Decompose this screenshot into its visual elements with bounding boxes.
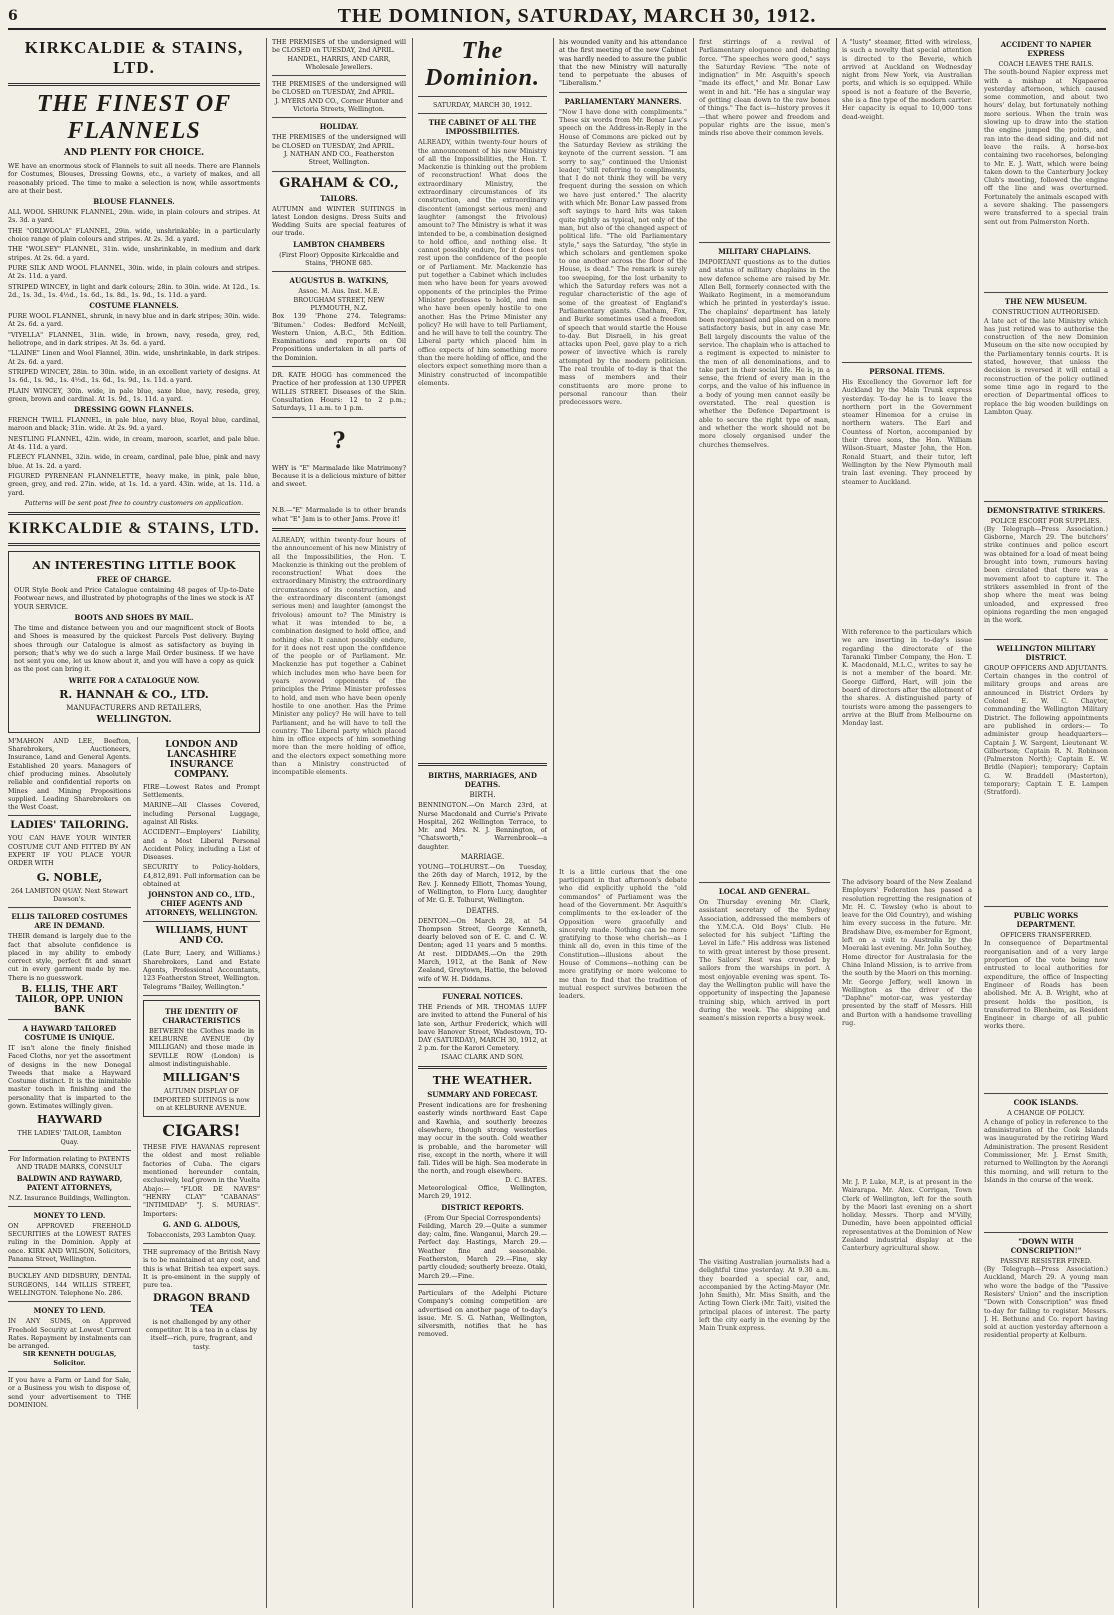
divider xyxy=(984,1232,1108,1233)
parliamentary-text: "Now I have done with compliments." These six words from Mr. Bonar Law's speech on the Address-in-Reply in the House of Commons are picked out by the Saturday Review as striking the keynote of the current session. "I am sorry to say," continued the Unionist leader, "still referring to compliments, that I do not think they will be very frequent during the session on which we have just entered." The alacrity with which Mr. Bonar Law passed from soft sayings to hard hits was taken quite rightly as typical, not only of the man, but also of the changed aspect of political life. "The old Parliamentary style," says the Saturday, "the style in which scholars and gentlemen spoke to one another across the floor of the House, is dead." The remark is surely too sweeping, for the lost urbanity to which the Saturday refers was not a regular characteristic of the age of some of the greatest of England's Parliamentary giants. Chatham, Fox, and Burke sometimes used a freedom of speech that would startle the House to-day. But Disraeli, in his great attacks upon Peel, gave play to a rich power of invective which is rarely attempted by the modern politician. The real trouble of to-day is that the mass of members and their constituents are more prone to personal rancour than their predecessors were. xyxy=(559,107,687,407)
cook-text: A change of policy in reference to the administration of the Cook Islands was inaugurated by the retiring Ward Administration. The present Resident Commissioner, Mr. J. Ernst Smith, returned to Wellington by the Aorangi this morning, and will return to the Islands in the course of the week. xyxy=(984,1117,1108,1184)
personal-text-2: With reference to the particulars which we are inserting in to-day's issue regarding the directorate of the Taranaki Timber Company, the Hon. T. K. Macdonald, M.L.C., writes to say he is not a member of the board. Mr. George Gifford, Hart, will join the board of directors after the allotment of the shares. A distinguished party of tourists were among the passengers to arrive at the Bluff from Melbourne on Monday last. xyxy=(842,628,972,728)
graham-text: AUTUMN and WINTER SUITINGS in latest London designs. Dress Suits and Wedding Suits are special features of our trade. xyxy=(272,204,406,238)
blouse-list xyxy=(8,208,260,299)
masthead-title: THE DOMINION, SATURDAY, MARCH 30, 1912. xyxy=(337,4,817,27)
hannah-advert xyxy=(8,551,260,733)
dressing-list xyxy=(8,416,260,497)
dragon-sub: is not challenged by any other competitor. It is a tea in a class by itself—rich, pure, fragrant, and tasty. xyxy=(145,1317,258,1351)
deaths-text: DENTON.—On March 28, at 54 Thompson Street, George Kenneth, dearly beloved son of E. C. and C. W. Denton; aged 11 years and 5 months. At rest. DIDDAMS.—On the 29th March, 1912, at the Bank of New Zealand, Greytown, Hattie, the beloved wife of W. H. Diddams. xyxy=(418,916,547,983)
list-item: FLEECY FLANNEL, 32in. wide, in cream, cardinal, pale blue, pink and navy blue. At 1s. 2d. a yard. xyxy=(8,453,260,470)
pwd-text: In consequence of Departmental reorganisation and of a very large proportion of the vote being now entrusted to local authorities for expenditure, the office of Inspecting Engineer of Roads has been abolished. Mr. A. B. Wright, who at present holds the position, is transferred to Blenheim, as Resident Engineer in charge of all public works there. xyxy=(984,939,1108,1031)
noble-name: G. NOBLE, xyxy=(36,870,103,884)
pwd-sub: OFFICERS TRANSFERRED. xyxy=(1000,931,1092,940)
kirkcaldie-plenty: AND PLENTY FOR CHOICE. xyxy=(63,148,205,158)
births-heading: BIRTHS, MARRIAGES, AND DEATHS. xyxy=(428,771,537,790)
divider xyxy=(8,1371,131,1372)
kirkcaldie-slogan: THE FINEST OF FLANNELS xyxy=(36,91,232,144)
column-parliamentary xyxy=(559,38,687,1610)
closed-notice-2-by: J. MYERS AND CO., Corner Hunter and Victoria Streets, Wellington. xyxy=(274,96,404,114)
divider xyxy=(842,362,972,363)
boots-heading: BOOTS AND SHOES BY MAIL. xyxy=(74,612,194,622)
watkins-sub: Assoc. M. Aus. Inst. M.E. xyxy=(298,287,380,296)
watkins-text: Box 139 'Phone 274. Telegrams: 'Bitumen.' Codes: Bedford McNeill, Western Union, A.B.C., 5th Edition. Examinations and reports on Oil Propositions undertaken in all parts of the Dominion. xyxy=(272,312,406,362)
kirkcaldie-title-2: KIRKCALDIE & STAINS, LTD. xyxy=(8,520,260,538)
list-item: NESTLING FLANNEL, 42in. wide, in cream, maroon, scarlet, and pale blue. At 4s. 11d. a yard. xyxy=(8,434,260,452)
column-news xyxy=(984,38,1108,1610)
divider xyxy=(8,1150,131,1151)
left-ads-grid xyxy=(8,737,260,1409)
museum-text: A late act of the late Ministry which has just retired was to authorise the construction of the new Dominion Museum on the site now occupied by the Parliamentary tennis courts. It is stated, however, that unless the decision is reversed it will entail a reconstruction of the policy outlined some time ago in regard to the erection of Departmental offices to replace the big wooden buildings on Lambton Quay. xyxy=(984,316,1108,416)
birth-text: BENNINGTON.—On March 23rd, at Nurse Macdonald and Currie's Private Hospital, 262 Wellington Terrace, to Mr. and Mrs. N. J. Bennington, of "Chatsworth," Warrenbrook—a daughter. xyxy=(418,801,547,851)
adelphi-text: Particulars of the Adelphi Picture Company's coming competition are advertised on another page of to-day's issue. Mr. S. G. Nathan, Wellington, silversmith, notifies that he has removed. xyxy=(418,1288,547,1339)
ellis-heading: ELLIS TAILORED COSTUMES ARE IN DEMAND. xyxy=(11,912,128,931)
cigars-heading: CIGARS! xyxy=(162,1121,241,1141)
book-text: OUR Style Book and Price Catalogue containing 48 pages of Up-to-Date Footwear news, and illustrated by photographs of the lines we stock is AT YOUR SERVICE. xyxy=(14,586,254,611)
list-item: "LLAINE" Linen and Wool Flannel, 30in. wide, unshrinkable, in dark stripes. At 2s. 6d. a yard. xyxy=(8,349,260,366)
column-rule xyxy=(978,38,979,1608)
williams-sub: (Late Burr, Laery, and Williams.) Sharebrokers, Land and Estate Agents, Professional Accountants, 123 Featherston Street, Wellington. Telegrams "Bailey, Wellington." xyxy=(143,949,260,991)
divider xyxy=(272,171,406,172)
cook-heading: COOK ISLANDS. xyxy=(1013,1098,1079,1108)
list-item: FIRE—Lowest Rates and Prompt Settlements. xyxy=(143,782,260,800)
aldous-address: Tobacconists, 293 Lambton Quay. xyxy=(147,1230,256,1239)
cabinet-heading: THE CABINET OF ALL THE IMPOSSIBILITIES. xyxy=(428,118,537,137)
divider xyxy=(272,271,406,272)
graham-name: GRAHAM & CO., xyxy=(279,175,399,191)
cigars-text: THESE FIVE HAVANAS represent the oldest and most reliable factories of Cuba. The cigars mentioned hereunder contain, exclusively, leaf grown in the Vuelta Abajo:— "FLOR DE NAVES" "HENRY CLAY" "CABANAS" "INTIMIDAD" "J. S. MURIAS". Importers: xyxy=(143,1143,260,1218)
closed-notice-1: THE PREMISES of the undersigned will be CLOSED on TUESDAY, 2nd APRIL. xyxy=(272,38,406,55)
marmalade-nb: N.B.—"E" Marmalade is to other brands what "E" Jam is to other Jams. Prove it! xyxy=(272,506,406,523)
divider xyxy=(418,763,547,766)
column-rule xyxy=(693,38,694,1608)
johnston-advert: JOHNSTON AND CO., LTD., CHIEF AGENTS AND ATTORNEYS, WELLINGTON. xyxy=(145,890,258,918)
district-text: Feilding, March 29.—Quite a summer day; calm, fine. Wanganui, March 29.—Perfect day. Hastings, March 29.—Weather fine and seasonable. Featherston, March 29.—Fine, sky partly clouded; southerly breeze. Otaki, March 29.—Fine. xyxy=(418,1221,547,1280)
military-text: IMPORTANT questions as to the duties and status of military chaplains in the new defence scheme are raised by Mr. Allen Bell, formerly connected with the Waikato Regiment, in a memorandum which he printed in yesterday's issue. The chaplains' department has lately been reorganised and placed on a more satisfactory basis, but in any case Mr. Bell largely discounts the value of the service. The chaplain who is attached to a regiment is expected to minister to the men of all denominations, and to take part in their social life. He is, in a sense, the friend of every man in the corps, and the value of his influence in a body of young men cannot easily be overstated. The real question is whether the Defence Department is able to secure the right type of man, and whether the work should not be more closely organised under the churches themselves. xyxy=(699,258,830,449)
noble-address: 264 LAMBTON QUAY. Next Stewart Dawson's. xyxy=(11,886,128,903)
conscription-sub: PASSIVE RESISTER FINED. xyxy=(1000,1256,1092,1265)
list-item: STRIPED WINCEY, 28in. to 30in. wide, in an excellent variety of designs. At 1s. 6d., 1s. 9d., 1s. 4½d., 1s. 6d., 1s. 9d., 1s. 11d. a yard. xyxy=(8,367,260,385)
write-heading: WRITE FOR A CATALOGUE NOW. xyxy=(68,675,200,685)
wmd-text: Certain changes in the control of military groups and areas are announced in District Orders by Colonel E. W. C. Chaytor, commanding the Wellington Military District. The following appointments are published in orders:— To administer group headquarters—Captain J. W. Sargent, Lieutenant W. Gilbertson; Captain R. N. Robinson (Palmerston North); Captain E. W. Bridle (Napier); temporary; Captain G. W. Braddell (Masterton), temporary; Captain T. E. Lampen (Stratford). xyxy=(984,672,1108,797)
baldwin-name: BALDWIN AND RAYWARD, PATENT ATTORNEYS, xyxy=(16,1173,123,1192)
list-item: "VIYELLA" FLANNEL, 31in. wide, in brown, navy, reseda, grey, red, heliotrope, and in dark stripes. At 3s. 6d. a yard. xyxy=(8,330,260,348)
weather-text: Present indications are for freshening easterly winds northward East Cape and Kawhia, and southerly breezes elsewhere, though strong westerlies may occur in the south. Cold weather is probable, and the barometer will rise, except in the north, where it will fall. Tides will be high. Sea moderate in the north, and rough elsewhere. xyxy=(418,1101,547,1176)
notices-body: ALREADY, within twenty-four hours of the announcement of his new Ministry of all the Impossibilities, the Hon. T. Mackenzie is thinking out the problem of reconstruction! What does the extraordinary Ministry, the extraordinary circumstances of its construction, and the extraordinary discontent (amongst serious men) and laughter (amongst the frivolous) amount to? The Ministry is what it was intended to be, a combination designed to hold office, and nothing else. It cannot possibly endure, for it does not rest upon the confidence of the people or of Parliament. Mr. Mackenzie has put together a Cabinet which includes men who have been for years avowed opponents of the principles the Prime Minister professes to hold, and men who have been openly hostile to one another. Has the Prime Minister any policy? He will have to tell Parliament, and he will have to tell the country. The Liberal party which placed him in office expects of him something more than the mere holding of office, and the electors expect something more than a Ministry constructed of incompatible elements. xyxy=(272,535,406,777)
weather-by: D. C. BATES. xyxy=(505,1175,547,1184)
divider xyxy=(984,501,1108,502)
buckley-advert: BUCKLEY AND DIDSBURY, DENTAL SURGEONS, 144 WILLIS STREET, WELLINGTON. Telephone No. 286. xyxy=(8,1272,131,1297)
money-text: ON APPROVED FREEHOLD SECURITIES at the LOWEST RATES ruling in the Dominion. Apply at once. KIRK AND WILSON, Solicitors, Panama Street, Wellington. xyxy=(8,1221,131,1264)
page-number: 6 xyxy=(8,8,18,24)
ellis-text: THEIR demand is largely due to the fact that absolute confidence is placed in my ability to embody correct style, perfect fit and smart cut in every garment made by me. There is no guesswork. xyxy=(8,932,131,982)
milligan-name: MILLIGAN'S xyxy=(162,1071,241,1085)
ladies-text: YOU CAN HAVE YOUR WINTER COSTUME CUT AND FITTED BY AN EXPERT IF YOU PLACE YOUR ORDER WITH xyxy=(8,834,131,868)
london-heading: LONDON AND LANCASHIRE INSURANCE COMPANY. xyxy=(165,739,238,780)
divider xyxy=(984,1093,1108,1094)
douglas-name: SIR KENNETH DOUGLAS, Solicitor. xyxy=(22,1350,117,1367)
hannah-city: WELLINGTON. xyxy=(96,714,172,725)
holiday-text: THE PREMISES of the undersigned will be CLOSED on TUESDAY, 2nd APRIL. xyxy=(272,133,406,150)
hayward-text: IT isn't alone the finely finished Faced Cloths, nor yet the assortment of designs in the new Donegal Tweeds that make a Hayward Costume distinct. It is the inimitable master touch in finishing and the personality that is imparted to the gown. Estimates willingly given. xyxy=(8,1044,131,1111)
column-rule xyxy=(412,38,413,1608)
funeral-by: ISAAC CLARK AND SON. xyxy=(441,1052,524,1061)
hannah-name: R. HANNAH & CO., LTD. xyxy=(59,687,209,701)
personal-text: His Excellency the Governor left for Auckland by the Main Trunk express yesterday. To-day he is to leave the northern port in the Government steamer Hinemoa for a cruise in northern waters. The Earl and Countess of Norton, accompanied by their three sons, the Hon. William Wilson-Stuart, Master John, the Hon. Ronald Stuart, and their tutor, left Wellington by the New Plymouth mail train last evening. They proceed by steamer to Auckland. xyxy=(842,378,972,486)
watkins-address: BROUGHAM STREET, NEW PLYMOUTH, N.Z. xyxy=(293,295,385,312)
personal-heading: PERSONAL ITEMS. xyxy=(869,367,945,376)
hayward-sub: THE LADIES' TAILOR, Lambton Quay. xyxy=(17,1129,122,1146)
kirkcaldie-intro: WE have an enormous stock of Flannels to suit all needs. There are Flannels for Costumes, Blouses, Dressing Gowns, etc., a variety of makes, and all reasonably priced. The time to make a selection is now, while assortments are at their best. xyxy=(8,162,260,195)
closed-notice-1-by: HANDEL, HARRIS, AND CARR, Wholesale Jewellers. xyxy=(287,54,391,71)
book-free: FREE OF CHARGE. xyxy=(96,575,172,585)
pwd-heading: PUBLIC WORKS DEPARTMENT. xyxy=(1013,911,1079,930)
list-item: THE "ORLWOOLA" FLANNEL, 29in. wide, unshrinkable; in a particularly choice range of plain colours and stripes. At 2s. 3d. a yard. xyxy=(8,226,260,244)
museum-heading: THE NEW MUSEUM. xyxy=(1004,297,1088,307)
column-advertisements-left xyxy=(8,38,260,1610)
mcmahon-advert: M'MAHON AND LEE, Beefton, Sharebrokers, Auctioneers, Insurance, Land and General Agents. Established 20 years. Managers of chief producing mines. Absolutely reliable and confidential reports on Mines and Mining Propositions supplied. Leading Sharebrokers on the West Coast. xyxy=(8,736,131,812)
divider xyxy=(699,882,830,883)
ellis-name: B. ELLIS, THE ART TAILOR, OPP. UNION BANK xyxy=(15,985,124,1015)
divider xyxy=(8,543,260,546)
graham-sub: TAILORS. xyxy=(320,193,358,203)
divider xyxy=(8,907,131,908)
parliamentary-text-2: It is a little curious that the one participant in that afternoon's debate who did explicitly uphold the "old commandos" of Parliament was the head of the Government. Mr. Asquith's compliments to the ex-leader of the Opposition were gracefully and sincerely made. Nothing can be more gratifying to those who cherish—as I think all do, even in this time of the Constitution—illusions about the House of Commons—nothing can be more gratifying or more welcome to me than to find that the tradition of mutual respect survives between the leaders. xyxy=(559,867,687,1001)
weather-heading: THE WEATHER. xyxy=(432,1074,533,1088)
hannah-sub: MANUFACTURERS AND RETAILERS, xyxy=(66,703,202,712)
hogg-notice: DR. KATE HOGG has commenced the Practice of her profession at 130 UPPER WILLIS STREET. Diseases of the Skin. Consultation Hours: 12 to 2 p.m.; Saturdays, 11 a.m. to 1 p.m. xyxy=(272,371,406,413)
parliamentary-continued: first stirrings of a revival of Parliamentary eloquence and debating force. "The speeches were good," says the Saturday Review. "The note of indignation" in Mr. Asquith's speech "made its effect," and Mr. Bonar Law went in and hit. "He has a singular way of getting clean down to the raw bones of things." The fact is—history proves it—that where power and freedom and popular rights are the issue, men's minds rise above their common levels. xyxy=(699,38,830,138)
conscription-heading: "DOWN WITH CONSCRIPTION!" xyxy=(1010,1236,1082,1255)
wmd-sub: GROUP OFFICERS AND ADJUTANTS. xyxy=(984,663,1108,672)
divider xyxy=(984,639,1108,640)
dressing-heading: DRESSING GOWN FLANNELS. xyxy=(74,405,194,415)
watkins-name: AUGUSTUS B. WATKINS, xyxy=(289,276,389,286)
marmalade-question-mark: ? xyxy=(332,427,346,454)
holiday-by: J. NATHAN AND CO., Featherston Street, Wellington. xyxy=(283,149,395,167)
weather-sub: SUMMARY AND FORECAST. xyxy=(427,1090,538,1100)
cabinet-text: ALREADY, within twenty-four hours of the announcement of his new Ministry of all the Impossibilities, the Hon. T. Mackenzie is thinking out the problem of reconstruction! What does the extraordinary Ministry, the extraordinary circumstances of its construction, and the extraordinary discontent (amongst serious men) and laughter (amongst the frivolous) amount to? The Ministry is what it was intended to be, a combination designed to hold office, and nothing else. It cannot possibly endure, for it does not rest upon the confidence of the people or of Parliament. Mr. Mackenzie has put together a Cabinet which includes men who have been for years avowed opponents of the principles the Prime Minister professes to hold, and men who have been openly hostile to one another. Has the Prime Minister any policy? He will have to tell Parliament, and he will have to tell the country. The Liberal party which placed him in office expects of him something more than the mere holding of office, and the electors expect something more than a Ministry constructed of incompatible elements. xyxy=(418,138,547,387)
money2-heading: MONEY TO LEND. xyxy=(33,1306,106,1316)
identity-text: BETWEEN the Clothes made in KELBURNE AVENUE (by MILLIGAN) and those made in SEVILLE ROW (London) is almost indistinguishable. xyxy=(149,1026,254,1068)
list-item: THE "WOLSEY" FLANNEL, 31in. wide, unshrinkable, in medium and dark stripes. At 2s. 6d. a yard. xyxy=(8,245,260,262)
holiday-heading: HOLIDAY. xyxy=(319,122,359,132)
hayward-heading: A HAYWARD TAILORED COSTUME IS UNIQUE. xyxy=(22,1024,117,1042)
column-rule xyxy=(836,38,837,1608)
divider xyxy=(143,1243,260,1244)
divider xyxy=(272,417,406,418)
divider xyxy=(8,1019,131,1020)
list-item: ALL WOOL SHRUNK FLANNEL, 29in. wide, in plain colours and stripes. At 2s. 3d. a yard. xyxy=(8,208,260,225)
napier-heading: ACCIDENT TO NAPIER EXPRESS xyxy=(1000,40,1092,58)
masthead xyxy=(8,4,1106,30)
boots-text: The time and distance between you and our magnificent stock of Boots and Shoes is measured by the quickest Parcels Post delivery. Buying shoes through our Catalogue is almost as satisfactory as buying in person; that's why we do such a large Mail Order business. If we have not sent you one, let us know about it, and you will have a copy as quick as the post can bring it. xyxy=(14,623,254,674)
marriage-text: YOUNG—TOLHURST.—On Tuesday, the 26th day of March, 1912, by the Rev. J. Kennedy Elliott, Thomas Young, of Wellington, to Flora Lucy, daughter of Mr. G. E. Tolhurst, Wellington. xyxy=(418,863,547,905)
strikers-sub: POLICE ESCORT FOR SUPPLIES. xyxy=(990,516,1102,525)
divider xyxy=(272,528,406,531)
funeral-text: THE Friends of MR. THOMAS LUFF are invited to attend the Funeral of his late son, Arthur Frederick, which will leave Hanover Street, Wadestown, TO-DAY (SATURDAY), MARCH 30, 1912, at 2 p.m. for the Karori Cemetery. xyxy=(418,1002,547,1053)
strikers-text: (By Telegraph—Press Association.) Gisborne, March 29. The butchers' strike continues and police escort was obtained for a load of meat being brought into town, rumours having been circulated that there was a movement afoot to capture it. The strikers assembled in front of the shop where the meat was being unloaded, and expressed free opinions regarding the men engaged in the work. xyxy=(984,524,1108,625)
list-item: MARINE—All Classes Covered, including Personal Luggage, against All Risks. xyxy=(143,801,260,826)
identity-heading: THE IDENTITY OF CHARACTERISTICS xyxy=(162,1006,241,1025)
museum-sub: CONSTRUCTION AUTHORISED. xyxy=(992,308,1100,317)
divider xyxy=(984,292,1108,293)
book-heading: AN INTERESTING LITTLE BOOK xyxy=(32,559,236,573)
personal-text-3: The advisory board of the New Zealand Employers' Federation has passed a resolution regretting the resignation of Mr. H. C. Tewsley (who is about to leave for the Old Country), and wishing him every success in the future. Mr. Bradshaw Dive, ex-member for Egmont, left on a visit to Australia by the Moeraki last evening. Mr. John Southey, Home director for Australasia for the China Inland Mission, is to arrive from the south by the Maori on this morning. Mr. George Jeffery, well known in Wellington as the driver of the "Daphne" motor-car, was yesterday presented by the staff of Messrs. Hill and Burton with a handsome travelling rug. xyxy=(842,878,972,1028)
list-item: SECURITY to Policy-holders, £4,812,891. Full information can be obtained at xyxy=(143,863,260,889)
list-item: FRENCH TWILL FLANNEL, in pale blue, navy blue, Royal blue, cardinal, maroon and black; 31in. wide. At 2s. 9d. a yard. xyxy=(8,416,260,433)
district-heading: DISTRICT REPORTS. xyxy=(441,1202,524,1212)
baldwin-address: N.Z. Insurance Buildings, Wellington. xyxy=(8,1193,131,1202)
wmd-heading: WELLINGTON MILITARY DISTRICT. xyxy=(996,643,1096,662)
weather-date: Meteorological Office, Wellington, March 29, 1912. xyxy=(418,1183,547,1201)
list-item: FIGURED PYRENEAN FLANNELETTE, heavy make, in pink, pale blue, green, grey, and red. 27in. wide, at 1s. 1d. a yard. 43in. wide, at 1s. 11d. a yard. xyxy=(8,471,260,497)
left-ads-b xyxy=(137,737,260,1409)
newspaper-logo: The Dominion. xyxy=(424,38,541,91)
lusty-text: A "lusty" steamer, fitted with wireless, is such a novelty that special attention is directed to the Beverie, which arrived at Auckland on Wednesday night from New York, via Australian ports, and which is so equipped. While speed is not a feature of the Beverie, she is a fine type of the modern carrier. Her capacity is equal to 10,000 tons dead-weight. xyxy=(842,38,972,121)
divider xyxy=(272,75,406,76)
conscription-text: (By Telegraph—Press Association.) Auckland, March 29. A young man who wore the badge of the "Passive Resisters' Union" and the inscription "Down with Conscription" was fined to-day for failing to register. Messrs. J. H. Bethune and Co. report having sold at auction yesterday afternoon a residential property at Kelburn. xyxy=(984,1265,1108,1340)
hayward-name: HAYWARD xyxy=(36,1113,103,1127)
column-notices xyxy=(272,38,406,1610)
list-item: PURE WOOL FLANNEL, shrunk, in navy blue and in dark stripes; 30in. wide. At 2s. 6d. a yard. xyxy=(8,312,260,329)
lambton-heading: LAMBTON CHAMBERS xyxy=(293,239,385,249)
kirkcaldie-title: KIRKCALDIE & STAINS, LTD. xyxy=(24,38,244,77)
divider xyxy=(418,1284,547,1285)
napier-sub: COACH LEAVES THE RAILS. xyxy=(998,60,1094,68)
local-heading: LOCAL AND GENERAL. xyxy=(718,887,811,896)
divider xyxy=(143,995,260,996)
deaths-heading: DEATHS. xyxy=(466,906,499,915)
divider xyxy=(8,815,131,816)
divider xyxy=(272,117,406,118)
money2-text: IN ANY SUMS, on Approved Freehold Security at Lowest Current Rates. Repayment by instalments can be arranged. xyxy=(8,1317,131,1351)
list-item: PURE SILK AND WOOL FLANNEL, 30in. wide, in plain colours and stripes. At 2s. 11d. a yard. xyxy=(8,263,260,281)
list-item: ACCIDENT—Employers' Liability, and a Most Liberal Personal Accident Policy, including a List of Diseases. xyxy=(143,828,260,862)
left-ads-a xyxy=(8,737,131,1409)
divider xyxy=(8,1267,131,1268)
divider xyxy=(418,96,547,97)
milligan-advert xyxy=(143,1000,260,1117)
district-sub: (From Our Special Correspondents) xyxy=(424,1213,541,1222)
personal-text-4: Mr. J. P. Luke, M.P., is at present in the Wairarapa. Mr. Alex. Corrigan, Town Clerk of Wellington, left for the south by the Maori last evening on a short holiday. Messrs. Thorp and M'Villy, Dunedin, have been appointed official representatives at the Dominion of New Zealand industrial display at the Canterbury agricultural show. xyxy=(842,1178,972,1253)
napier-text: The south-bound Napier express met with a mishap at Ngapaeroa yesterday afternoon, which caused some commotion, and about two hours' delay, but fortunately nothing more serious. When the train was slowing up to draw into the station the engine jumped the points, and ran into the dead siding, and did not leave the rails. A horse-box containing two racehorses, belonging to Mr. E. J. Watt, which were being taken down to the Canterbury Jockey Club's meeting, followed the engine off the line and was overturned. Fortunately the animals escaped with a severe shaking. The passengers were transferred to a special train sent out from Palmerston North. xyxy=(984,68,1108,226)
costume-list xyxy=(8,312,260,403)
lambton-sub: (First Floor) Opposite Kirkcaldie and Stains, 'PHONE 685. xyxy=(279,250,399,268)
closed-notice-2: THE PREMISES of the undersigned will be CLOSED on TUESDAY, 2nd APRIL. xyxy=(272,80,406,97)
funeral-heading: FUNERAL NOTICES. xyxy=(442,991,523,1001)
blouse-heading: BLOUSE FLANNELS. xyxy=(93,197,175,207)
column-personal xyxy=(842,38,972,1610)
editorial-continued: his wounded vanity and his attendance at the first meeting of the new Cabinet was hardly needed to assure the public that the new Ministry will naturally tend to perpetuate the abuses of "Liberalism." xyxy=(559,38,687,88)
divider xyxy=(699,242,830,243)
birth-heading: BIRTH. xyxy=(469,791,496,800)
parliamentary-heading: PARLIAMENTARY MANNERS. xyxy=(564,96,682,106)
column-military xyxy=(699,38,830,1610)
divider xyxy=(418,113,547,114)
issue-date: SATURDAY, MARCH 30, 1912. xyxy=(433,101,532,109)
costume-heading: COSTUME FLANNELS. xyxy=(89,301,179,311)
column-rule xyxy=(553,38,554,1608)
money-heading: MONEY TO LEND. xyxy=(33,1210,106,1220)
divider xyxy=(984,906,1108,907)
column-rule xyxy=(266,38,267,1608)
divider xyxy=(8,83,260,86)
list-item: PLAIN WINCEY, 30in. wide, in pale blue, saxe blue, navy, reseda, grey, green, brown and cardinal. At 1s. 9d., 1s. 11d. a yard. xyxy=(8,386,260,403)
divider xyxy=(143,921,260,922)
patents-heading: For Information relating to PATENTS AND TRADE MARKS, CONSULT xyxy=(9,1154,130,1172)
dragon-text: THE supremacy of the British Navy is to be maintained at any cost, and this is what British tea expert says. It is pre-eminent in the supply of pure tea. xyxy=(143,1248,260,1290)
kirkcaldie-patterns: Patterns will be sent post free to country customers on application. xyxy=(24,498,244,507)
aldous-name: G. AND G. ALDOUS, xyxy=(162,1219,241,1229)
cook-sub: A CHANGE OF POLICY. xyxy=(1007,1109,1085,1118)
divider xyxy=(418,987,547,988)
london-list xyxy=(143,783,260,889)
local-text: On Thursday evening Mr. Clark, assistant secretary of the Sydney Association, addressed the members of the Y.M.C.A. Old Boys' Club. He selected for his subject "Lifting the Level in Life." His address was listened to with great interest by those present. The Sailors' Rest was crowded by sailors from the warships in port. A most enjoyable evening was spent. To-day the Wellington public will have the opportunity of inspecting the Japanese training ship, which arrived in port during the week. The shipping and seamen's mission reports a busy week. xyxy=(699,898,830,1023)
divider xyxy=(418,1066,547,1069)
list-item: STRIPED WINCEY, in light and dark colours; 28in. to 30in. wide. At 12d., 1s. 2d., 1s. 3d., 1s. 4½d., 1s. 6d., 1s. 8d., 1s. 9d., 1s. 11d. a yard. xyxy=(8,282,260,299)
divider xyxy=(8,512,260,515)
divider xyxy=(559,92,687,93)
strikers-heading: DEMONSTRATIVE STRIKERS. xyxy=(986,505,1106,515)
marmalade-text: WHY is "E" Marmalade like Matrimony? Because it is a delicious mixture of bitter and sweet. xyxy=(272,463,406,489)
dragon-name: DRAGON BRAND TEA xyxy=(153,1292,250,1315)
military-heading: MILITARY CHAPLAINS. xyxy=(718,247,811,256)
divider xyxy=(8,1301,131,1302)
ladies-heading: LADIES' TAILORING. xyxy=(10,820,129,832)
milligan-text: AUTUMN DISPLAY OF IMPORTED SUITINGS is now on at KELBURNE AVENUE. xyxy=(153,1087,250,1112)
williams-name: WILLIAMS, HUNT AND CO. xyxy=(155,926,248,947)
divider xyxy=(272,366,406,367)
marriage-heading: MARRIAGE. xyxy=(460,853,505,862)
local-text-2: The visiting Australian journalists had a delightful time yesterday. At 9.30 a.m. they boarded a special car, and, accompanied by the Acting-Mayor (Mr. John Smith), Mr. Miss Smith, and the Acting Town Clerk (Mr. Tait), visited the principal places of interest. The party left the city early in the evening by the Main Trunk express. xyxy=(699,1258,830,1333)
divider xyxy=(8,1206,131,1207)
farm-advert: If you have a Farm or Land for Sale, or a Business you wish to dispose of, send your advertisement to THE DOMINION. xyxy=(8,1376,131,1409)
column-editorial xyxy=(418,38,547,1610)
